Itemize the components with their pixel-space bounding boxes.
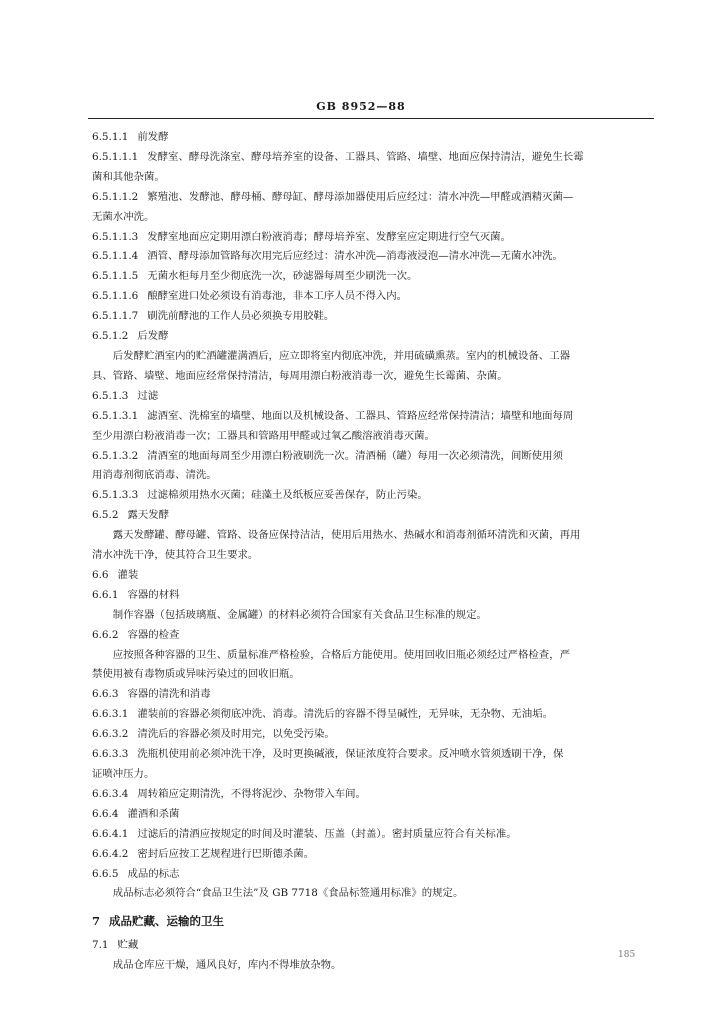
document-body	[92, 128, 648, 976]
clause-line	[92, 725, 648, 745]
clause-text: 禁使用被有毒物质或异味污染过的回收旧瓶。	[92, 668, 300, 681]
body-line	[92, 956, 648, 976]
clause-text: 周转箱应定期清洗，不得将泥沙、杂物带入车间。	[137, 787, 366, 800]
clause-number: 6.6.3.1	[92, 708, 129, 721]
clause-text: 露天发酵罐、酵母罐、管路、设备应保持洁洁，使用后用热水、热碱水和消毒剂循环清洗和灭菌，再用	[112, 529, 581, 542]
clause-line	[92, 506, 648, 526]
clause-number: 6.6.3.4	[92, 787, 129, 800]
clause-line	[92, 267, 648, 287]
clause-line	[92, 128, 648, 148]
clause-line	[92, 586, 648, 606]
clause-number: 6.5.1.3.3	[92, 489, 139, 502]
clause-text: 清洗后的容器必须及时用完，以免受污染。	[137, 728, 335, 741]
clause-number: 6.6.3.3	[92, 748, 129, 761]
document-header: GB 8952—88	[316, 100, 406, 113]
clause-line	[92, 486, 648, 506]
clause-text: 成品仓库应干燥，通风良好，库内不得堆放杂物。	[112, 959, 342, 972]
clause-number: 6.6.4.2	[92, 847, 129, 860]
header-rule	[88, 118, 654, 119]
clause-line	[92, 912, 648, 932]
clause-number: 6.6.4	[92, 807, 119, 820]
clause-number: 7.1	[92, 939, 109, 952]
body-line	[92, 427, 648, 447]
section-title: 容器的材料	[127, 588, 180, 601]
section-title: 成品的标志	[127, 867, 180, 880]
clause-line	[92, 936, 648, 956]
clause-number: 6.6	[92, 568, 109, 581]
section-title: 过滤	[137, 389, 159, 402]
clause-text: 制作容器（包括玻璃瓶、金属罐）的材料必须符合国家有关食品卫生标准的规定。	[112, 608, 487, 621]
clause-number: 6.6.2	[92, 628, 119, 641]
clause-number: 6.5.1.1.1	[92, 150, 139, 163]
clause-number: 6.5.1.3	[92, 389, 129, 402]
clause-line	[92, 407, 648, 427]
clause-line	[92, 785, 648, 805]
body-line	[92, 208, 648, 228]
clause-number: 7	[92, 914, 101, 929]
clause-number: 6.5.1.1.5	[92, 270, 139, 283]
body-line	[92, 168, 648, 188]
clause-line	[92, 685, 648, 705]
section-title: 成品贮藏、运输的卫生	[109, 914, 225, 929]
clause-line	[92, 845, 648, 865]
clause-text: 应按照各种容器的卫生、质量标准严格检验，合格后方能使用。使用回收旧瓶必须经过严格检查，严	[112, 648, 570, 661]
clause-line	[92, 148, 648, 168]
clause-line	[92, 705, 648, 725]
clause-line	[92, 865, 648, 885]
body-line	[92, 884, 648, 904]
clause-line	[92, 327, 648, 347]
clause-number: 6.6.1	[92, 588, 119, 601]
clause-line	[92, 825, 648, 845]
clause-number: 6.6.4.1	[92, 827, 129, 840]
clause-text: 过滤后的清酒应按规定的时间及时灌装、压盖（封盖）。密封质量应符合有关标准。	[137, 827, 517, 840]
clause-text: 酿酵室进口处必须设有消毒池，非本工序人员不得入内。	[147, 290, 408, 303]
clause-text: 清水冲洗干净，使其符合卫生要求。	[92, 549, 259, 562]
clause-text: 后发酵贮酒室内的贮酒罐灌满酒后，应立即将室内彻底冲洗，并用硫磺熏蒸。室内的机械设备、工器	[112, 349, 570, 362]
clause-number: 6.6.3.2	[92, 728, 129, 741]
clause-line	[92, 566, 648, 586]
clause-line	[92, 805, 648, 825]
clause-number: 6.5.1.3.2	[92, 449, 139, 462]
clause-line	[92, 307, 648, 327]
section-title: 容器的检查	[127, 628, 180, 641]
clause-text: 繁殖池、发酵池、酵母桶、酵母缸、酵母添加器使用后应经过：清水冲洗—甲醛或酒精灭菌—	[147, 190, 574, 203]
clause-number: 6.6.5	[92, 867, 119, 880]
body-line	[92, 466, 648, 486]
body-line	[92, 765, 648, 785]
body-line	[92, 526, 648, 546]
clause-text: 酒管、酵母添加管路每次用完后应经过：清水冲洗—消毒液浸泡—清水冲洗—无菌水冲洗。	[147, 250, 563, 263]
clause-number: 6.5.1.1	[92, 131, 129, 143]
clause-line	[92, 626, 648, 646]
clause-text: 无菌水柜每月至少彻底洗一次，砂滤器每周至少刷洗一次。	[147, 270, 418, 283]
section-title: 灌酒和杀菌	[127, 807, 180, 820]
clause-text: 灌装前的容器必须彻底冲洗、消毒。清洗后的容器不得呈碱性，无异味，无杂物、无油垢。	[137, 708, 553, 721]
clause-text: 发酵室地面应定期用漂白粉液消毒；酵母培养室、发酵室应定期进行空气灭菌。	[147, 230, 511, 243]
body-line	[92, 367, 648, 387]
body-line	[92, 665, 648, 685]
clause-number: 6.5.1.1.2	[92, 190, 139, 203]
clause-text: 清酒室的地面每周至少用漂白粉液刷洗一次。清酒桶（罐）每用一次必须清洗，间断使用须	[147, 449, 563, 462]
clause-line	[92, 745, 648, 765]
page-number: 185	[618, 950, 636, 960]
clause-text: 具、管路、墙壁、地面应经常保持清洁，每周用漂白粉液消毒一次，避免生长霉菌、杂菌。	[92, 369, 508, 382]
section-title: 灌装	[117, 568, 139, 581]
clause-number: 6.6.3	[92, 688, 119, 701]
clause-line	[92, 188, 648, 208]
clause-number: 6.5.1.1.6	[92, 290, 139, 303]
clause-text: 滤酒室、洗棉室的墙壁、地面以及机械设备、工器具、管路应经常保持清洁；墙壁和地面每周	[147, 409, 574, 422]
clause-text: 洗瓶机使用前必须冲洗干净，及时更换碱液，保证浓度符合要求。反冲喷水管须透刷干净，保	[137, 748, 564, 761]
clause-text: 成品标志必须符合“食品卫生法”及 GB 7718《食品标签通用标准》的规定。	[112, 887, 464, 900]
section-title: 贮藏	[117, 939, 139, 952]
body-line	[92, 347, 648, 367]
clause-line	[92, 228, 648, 248]
clause-text: 证喷冲压力。	[92, 768, 155, 780]
body-line	[92, 646, 648, 666]
clause-text: 菌和其他杂菌。	[92, 170, 165, 183]
clause-text: 刷洗前酵池的工作人员必须换专用胶鞋。	[147, 310, 335, 323]
clause-line	[92, 287, 648, 307]
section-title: 露天发酵	[127, 509, 170, 522]
clause-text: 密封后应按工艺规程进行巴斯德杀菌。	[137, 847, 314, 860]
section-title: 容器的清洗和消毒	[127, 688, 211, 701]
section-title: 后发酵	[137, 330, 169, 343]
clause-text: 无菌水冲洗。	[92, 210, 155, 223]
clause-line	[92, 387, 648, 407]
clause-number: 6.5.2	[92, 509, 119, 522]
clause-line	[92, 447, 648, 467]
body-line	[92, 606, 648, 626]
clause-line	[92, 247, 648, 267]
clause-text: 用消毒剂彻底消毒、清洗。	[92, 469, 217, 482]
clause-number: 6.5.1.1.4	[92, 250, 139, 263]
clause-text: 发酵室、酵母洗涤室、酵母培养室的设备、工器具、管路、墙壁、地面应保持清洁，避免生长霉	[147, 150, 584, 163]
section-title: 前发酵	[137, 131, 169, 143]
clause-text: 过滤棉须用热水灭菌；硅藻土及纸板应妥善保存，防止污染。	[147, 489, 428, 502]
clause-number: 6.5.1.3.1	[92, 409, 139, 422]
clause-text: 至少用漂白粉液消毒一次；工器具和管路用甲醛或过氧乙酸溶液消毒灭菌。	[92, 429, 435, 442]
clause-number: 6.5.1.1.7	[92, 310, 139, 323]
clause-number: 6.5.1.1.3	[92, 230, 139, 243]
body-line	[92, 546, 648, 566]
clause-number: 6.5.1.2	[92, 330, 129, 343]
